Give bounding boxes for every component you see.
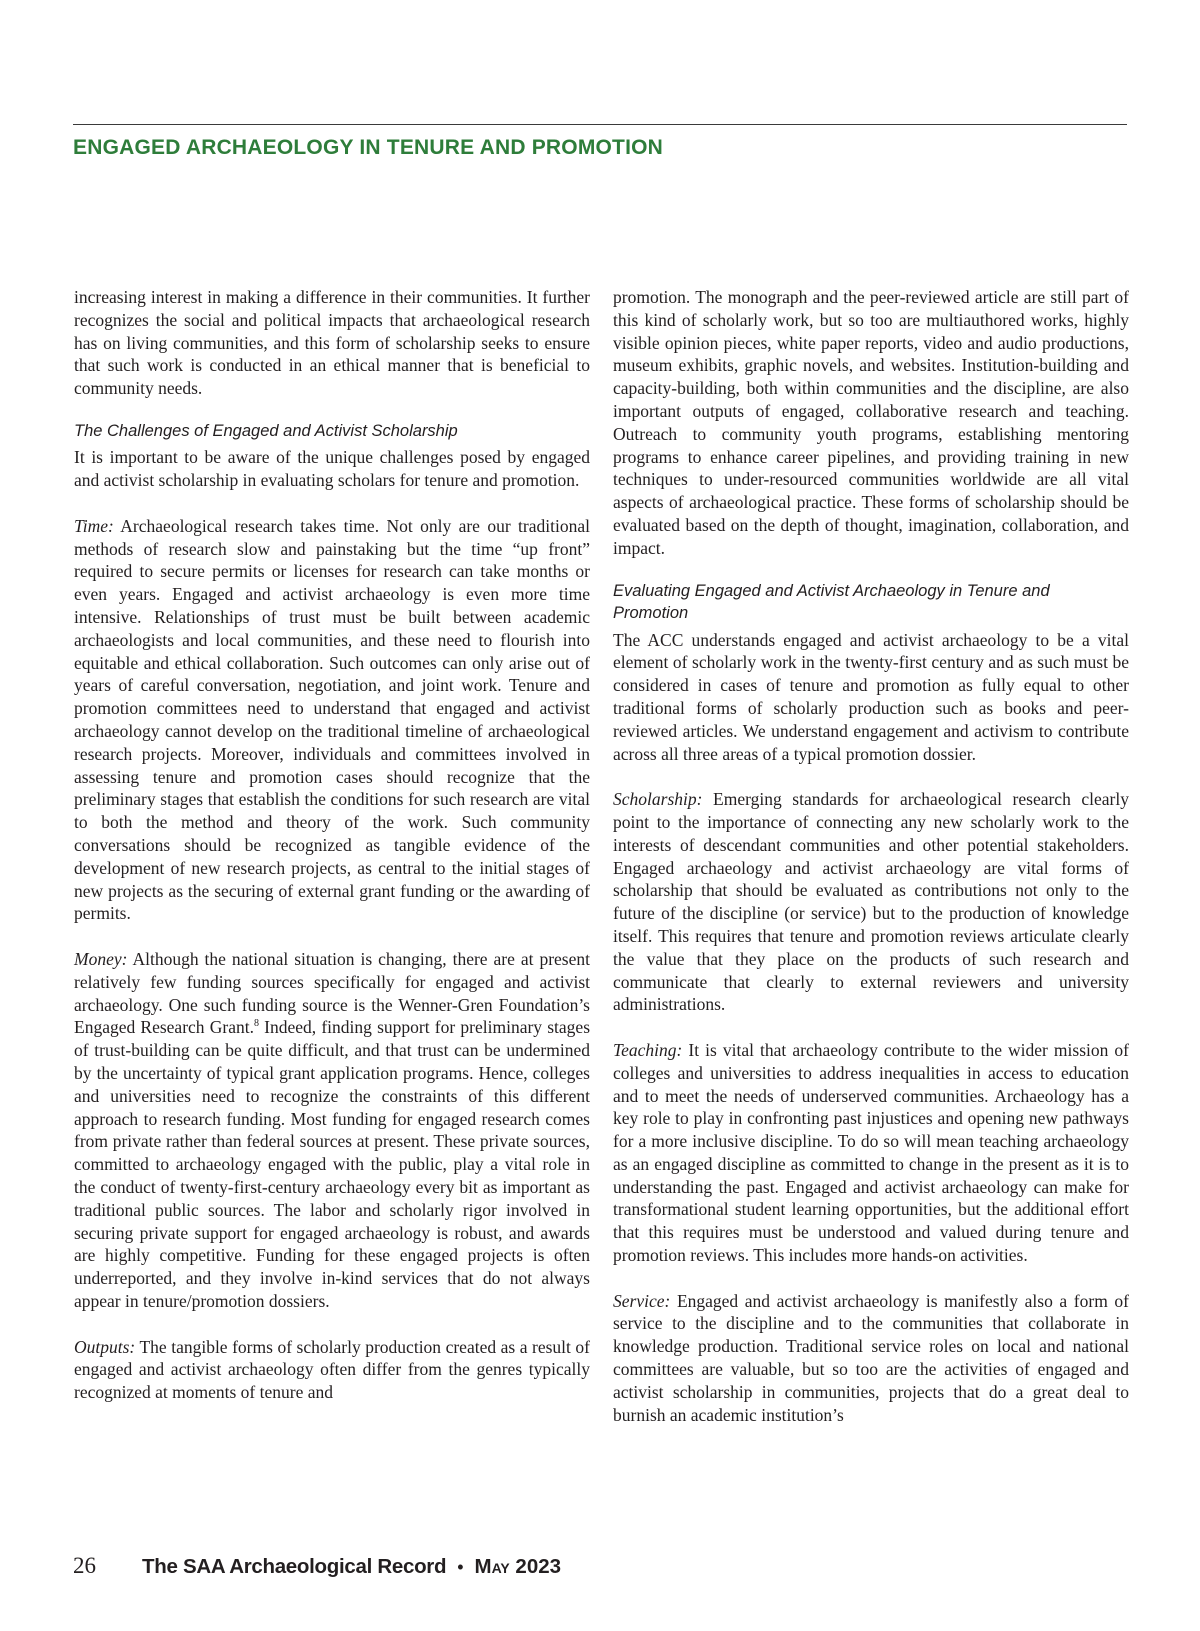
money-paragraph [74,948,590,1313]
teaching-text: It is vital that archaeology contribute to the wider mission of colleges and universities to address inequalities in access to education and to meet the needs of underserved communities. Archaeology has a key role to play in confronting past injustices and opening new pathways for a more inclusive discipline. To do so will mean teaching archaeology as an engaged discipline as committed to change in the present as it is to understanding the past. Engaged and activist archaeology can make for transformational student learning opportunities, but the additional effort that this requires must be understood and valued during tenure and promotion reviews. This includes more hands-on activities. [613,1039,1129,1266]
service-text: Engaged and activist archaeology is manifestly also a form of service to the discipline and to the communities that collaborate in knowledge production. Traditional service roles on local and national committees are valuable, but so too are the activities of engaged and activist scholarship in communities, projects that do a great deal to burnish an academic institution’s [613,1290,1130,1425]
money-text-b: Indeed, finding support for preliminary stages of trust-building can be quite difficult, and that trust can be undermined by the uncertainty of typical grant application programs. Hence, colleges and universities need to recognize the constraints of this different approach to research funding. Most funding for engaged research comes from private rather than federal sources at present. These private sources, committed to archaeology engaged with the public, play a vital role in the conduct of twenty-first-century archaeology every bit as important as traditional public sources. The labor and scholarly rigor involved in securing private support for engaged archaeology is robust, and awards are highly competitive. Funding for these engaged projects is often underreported, and they involve in-kind services that do not always appear in tenure/promotion dossiers. [74,1017,590,1311]
service-paragraph [613,1290,1129,1427]
section-title: ENGAGED ARCHAEOLOGY IN TENURE AND PROMOTION [73,136,664,159]
scholarship-paragraph [613,788,1129,1016]
evaluating-intro-paragraph: The ACC understands engaged and activist archaeology to be a vital element of scholarly work in the twenty-first century and as such must be considered in cases of tenure and promotion as fully equal to other traditional forms of scholarly production such as books and peer-reviewed articles. We understand engagement and activism to contribute across all three areas of a typical promotion dossier. [613,629,1129,764]
continuation-paragraph: promotion. The monograph and the peer-reviewed article are still part of this kind of scholarly work, but so too are multiauthored works, highly visible opinion pieces, white paper reports, video and audio productions, museum exhibits, graphic novels, and websites. Institution-building and capacity-building, both within communities and the discipline, are also important outputs of engaged, collaborative research and teaching. Outreach to community youth programs, establishing mentoring programs to enhance career pipelines, and providing training in new techniques to under-resourced communities worldwide are all vital aspects of archaeological practice. These forms of scholarship should be evaluated based on the depth of thought, imagination, collaboration, and impact. [613,287,1129,558]
outputs-paragraph [74,1336,590,1404]
outputs-text: The tangible forms of scholarly production created as a result of engaged and activist archaeology often differ from the genres typically recognized at moments of tenure and [74,1336,590,1403]
time-paragraph [74,515,590,925]
challenges-heading: The Challenges of Engaged and Activist Scholarship [74,421,458,440]
money-label: Money: [74,949,128,970]
scholarship-label: Scholarship: [613,789,703,810]
left-column [74,286,590,1404]
teaching-paragraph [613,1039,1129,1267]
scholarship-text: Emerging standards for archaeological research clearly point to the importance of connecting any new scholarly work to the interests of descendant communities and other potential stakeholders. Engaged archaeology and activist archaeology are vital forms of scholarship that should be evaluated as contributions not only to the future of the discipline (or service) but to the production of knowledge itself. This requires that tenure and promotion reviews articulate clearly the value that they place on the products of such research and communicate that clearly to external reviewers and university administrations. [613,789,1129,1015]
footnote-marker: 8 [253,1018,259,1030]
teaching-label: Teaching: [613,1039,683,1060]
journal-title: The SAA Archaeological Record [142,1555,447,1578]
header-rule [73,124,1127,125]
time-text: Archaeological research takes time. Not only are our traditional methods of research slow and painstaking but the time “up front” required to secure permits or licenses for research can take months or even years. Engaged and activist archaeology is even more time intensive. Relationships of trust must be built between academic archaeologists and local communities, and these need to flourish into equitable and ethical collaboration. Such outcomes can only arise out of years of careful conversation, negotiation, and joint work. Tenure and promotion committees need to understand that engaged and activist archaeology cannot develop on the traditional timeline of archaeological research projects. Moreover, individuals and committees involved in assessing tenure and promotion cases should recognize that the preliminary stages that establish the conditions for such research are vital to both the method and theory of the work. Such community conversations should be recognized as tangible evidence of the development of new research projects, as central to the initial stages of new projects as the securing of external grant funding or the awarding of permits. [74,515,590,924]
money-text-a: Although the national situation is changing, there are at present relatively few funding sources specifically for engaged and activist archaeology. One such funding source is the Wenner-Gren Foundation’s Engaged Research Grant. [74,949,590,1038]
challenges-intro-paragraph: It is important to be aware of the unique challenges posed by engaged and activist scholarship in evaluating scholars for tenure and promotion. [74,447,590,491]
outputs-label: Outputs: [74,1336,136,1357]
footer-bullet: • [457,1557,464,1577]
service-label: Service: [613,1290,671,1311]
time-label: Time: [74,515,114,536]
page-footer [73,1553,561,1579]
page-number: 26 [73,1553,96,1578]
intro-paragraph: increasing interest in making a difference in their communities. It further recognizes the social and political impacts that archaeological research has on living communities, and this form of scholarship seeks to ensure that such work is conducted in an ethical manner that is beneficial to community needs. [74,287,590,399]
issue-date: May 2023 [474,1555,562,1578]
right-column [613,286,1129,1426]
evaluating-heading: Evaluating Engaged and Activist Archaeology in Tenure and Promotion [613,581,1050,623]
